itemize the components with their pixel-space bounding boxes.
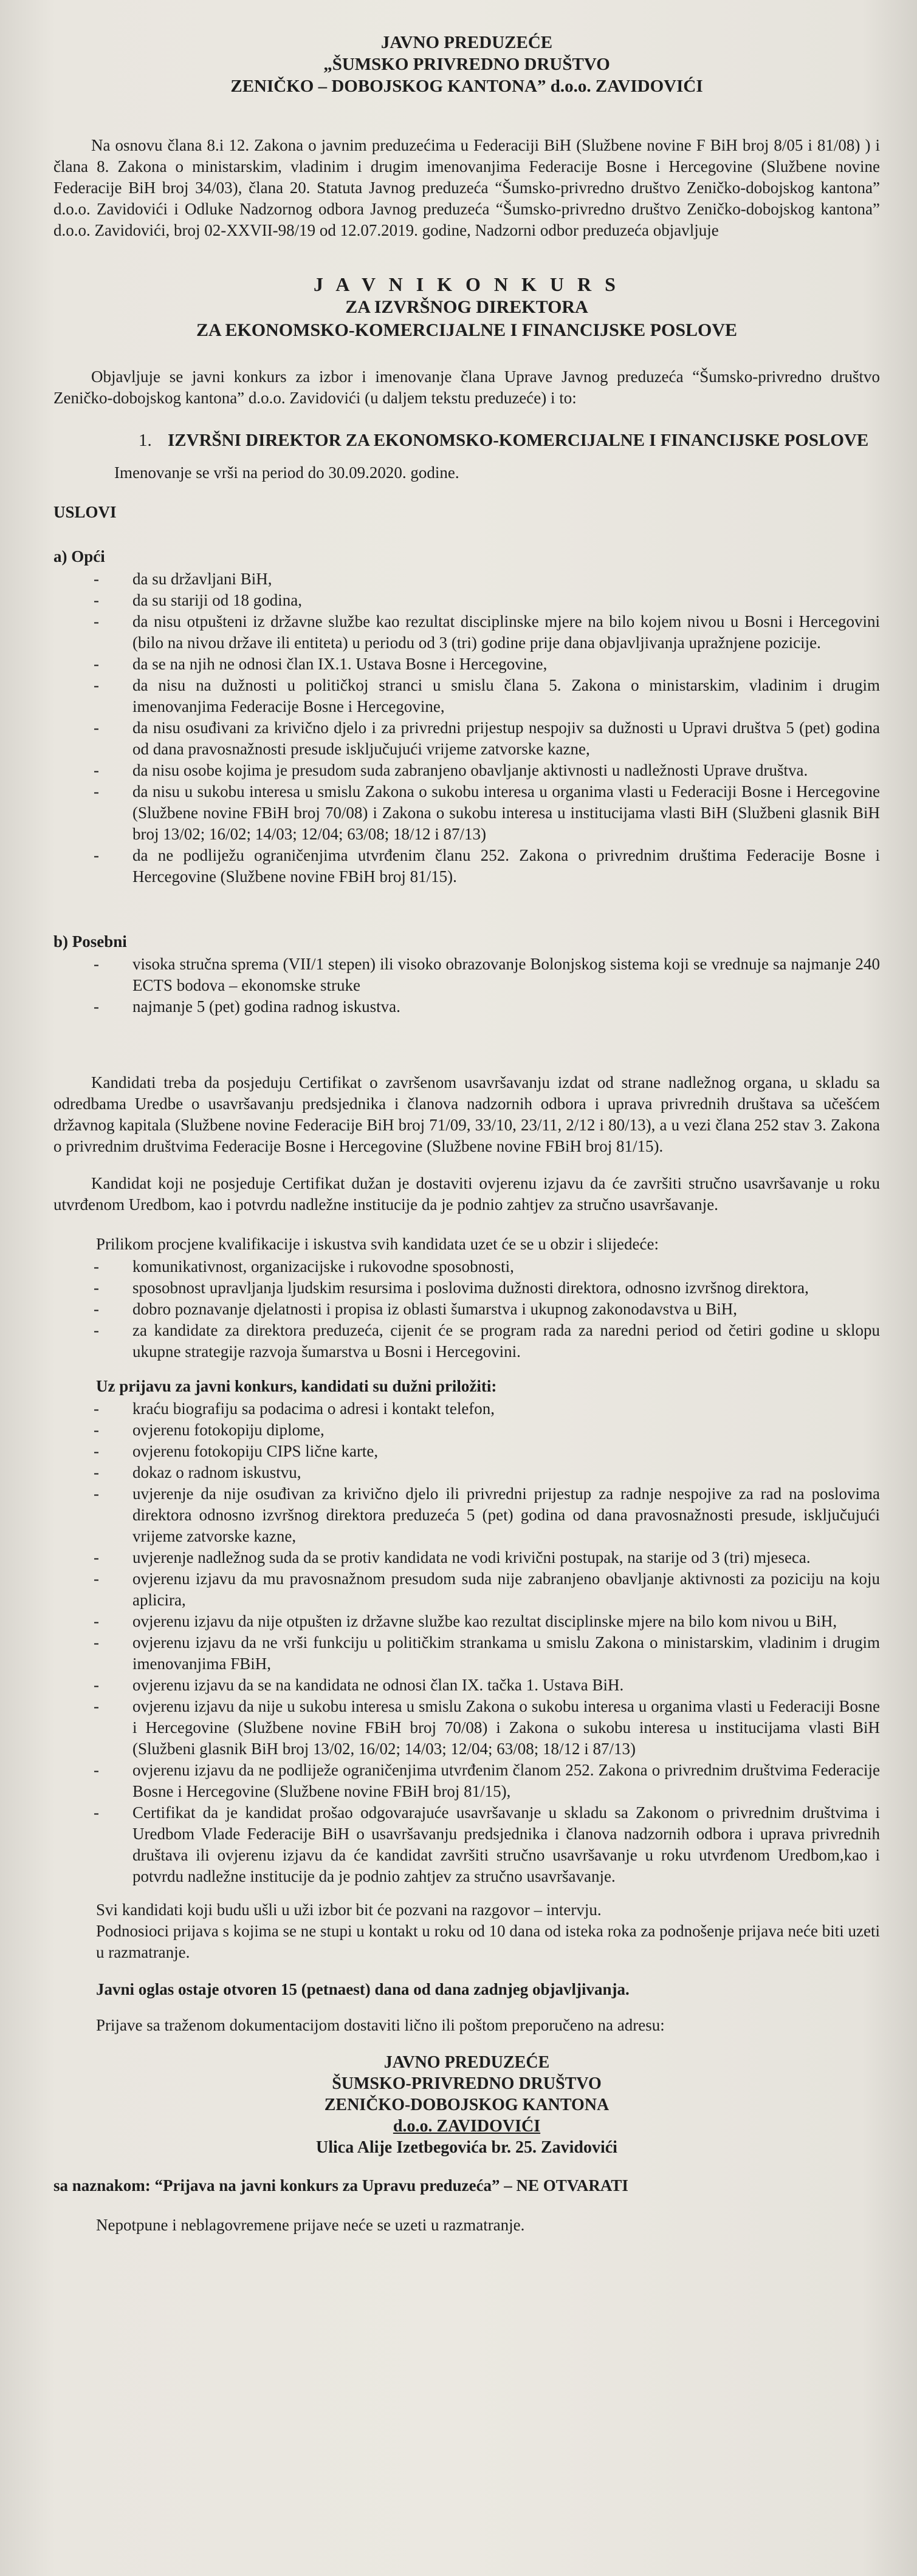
list-item: - da su stariji od 18 godina, xyxy=(132,590,880,611)
list-item: - za kandidate za direktora preduzeća, cijenit će se program rada za naredni period od četiri godine u sklopu ukupne strategije razvoja šumarstva u Bosni i Hercegovini. xyxy=(132,1320,880,1362)
position-number: 1. xyxy=(139,431,152,450)
position-heading xyxy=(53,429,880,451)
certificate-paragraph: Kandidati treba da posjeduju Certifikat o završenom usavršavanju izdat od strane nadležnog organa, u skladu sa odredbama Uredbe o usavršavanju predsjednika i članova nadzornih odbora i uprava privrednih društava sa učešćem državnog kapitala (Službene novine Federacije BiH broj 71/09, 33/10, 23/11, 2/12 i 80/13), a u vezi člana 252 stav 3. Zakona o privrednim društvima Federacije Bosne i Hercegovine (Službene novine FBiH broj 81/15). xyxy=(53,1073,880,1155)
general-conditions-list xyxy=(53,569,880,887)
list-item: - da nisu u sukobu interesa u smislu Zakona o sukobu interesa u organima vlasti u Federaciji Bosne i Hercegovine (Službene novine FBiH broj 70/08) i Zakona o sukobu interesa u institucijama vlasti BiH (Službeni glasnik BiH broj 13/02; 16/02; 14/03; 12/04; 63/08; 18/12 i 87/13) xyxy=(132,781,880,845)
contact-deadline-note: Podnosioci prijava s kojima se ne stupi u kontakt u roku od 10 dana od isteka roka za podnošenje prijava neće biti uzeti u razmatranje. xyxy=(96,1922,880,1961)
publish-paragraph: Objavljuje se javni konkurs za izbor i imenovanje člana Uprave Javnog preduzeća “Šumsko-privredno društvo Zeničko-dobojskog kantona” d.o.o. Zavidovići (u daljem tekstu preduzeće) i to: xyxy=(53,367,880,407)
list-item: - dobro poznavanje djelatnosti i propisa iz oblasti šumarstva i ukupnog zakonodavstva u BiH, xyxy=(132,1299,880,1320)
certificate-alternative-paragraph: Kandidat koji ne posjeduje Certifikat dužan je dostaviti ovjerenu izjavu da će završiti stručno usavršavanje u roku utvrđenom Uredbom, kao i potvrdu nadležne institucije da je podnio zahtjev za stručno usavršavanje. xyxy=(53,1174,880,1214)
open-period-note: Javni oglas ostaje otvoren 15 (petnaest) dana od dana zadnjeg objavljivanja. xyxy=(96,1980,630,1998)
title-line-1: J A V N I K O N K U R S xyxy=(314,273,620,295)
incomplete-applications-note: Nepotpune i neblagovremene prijave neće se uzeti u razmatranje. xyxy=(96,2216,525,2234)
issuer-line-3: ZENIČKO – DOBOJSKOG KANTONA” d.o.o. ZAVIDOVIĆI xyxy=(230,77,703,96)
submission-instructions: Prijave sa traženom dokumentacijom dostaviti lično ili poštom preporučeno na adresu: xyxy=(96,2016,665,2034)
list-item: - visoka stručna sprema (VII/1 stepen) ili visoko obrazovanje Bolonjskog sistema koji se vrednuje sa najmanje 240 ECTS bodova – ekonomske struke xyxy=(132,954,880,996)
envelope-marking: sa naznakom: “Prijava na javni konkurs za Upravu preduzeća” – NE OTVARATI xyxy=(53,2176,628,2195)
evaluation-criteria-list xyxy=(53,1256,880,1362)
list-item: - najmanje 5 (pet) godina radnog iskustva. xyxy=(132,996,880,1017)
list-item: - sposobnost upravljanja ljudskim resursima i poslovima dužnosti direktora, odnosno izvršnog direktora, xyxy=(132,1277,880,1299)
list-item: - ovjerenu fotokopiju diplome, xyxy=(132,1420,880,1441)
list-item: - ovjerenu izjavu da nije u sukobu interesa u smislu Zakona o sukobu interesa u organima vlasti u Federaciji Bosne i Hercegovine (Službene novine FBiH broj 70/08) i Zakona o sukobu interesa u institucijama vlasti BiH (Službeni glasnik BiH broj 13/02, 16/02; 14/03; 12/04; 63/08; 18/12 i 87/13) xyxy=(132,1696,880,1760)
list-item: - uvjerenje da nije osuđivan za krivično djelo ili privredni prijestup za radnje nespojive za rad na poslovima direktora odnosno izvršnog direktora preduzeća 5 (pet) godina od dana pravosnažnosti presude, isključujući vrijeme zatvorske kazne, xyxy=(132,1483,880,1547)
list-item: - ovjerenu izjavu da se na kandidata ne odnosi član IX. tačka 1. Ustava BiH. xyxy=(132,1675,880,1696)
list-item: - da nisu osuđivani za krivično djelo i za privredni prijestup nespojiv sa dužnosti u Upravi društva 5 (pet) godina od dana pravosnažnosti presude isključujući vrijeme zatvorske kazne, xyxy=(132,717,880,760)
list-item: - kraću biografiju sa podacima o adresi i kontakt telefon, xyxy=(132,1398,880,1420)
required-documents-heading: Uz prijavu za javni konkurs, kandidati su dužni priložiti: xyxy=(96,1377,497,1395)
conditions-heading: USLOVI xyxy=(53,503,117,521)
list-item: - ovjerenu izjavu da nije otpušten iz državne službe kao rezultat disciplinske mjere na bilo kom nivou u BiH, xyxy=(132,1611,880,1632)
list-item: - da nisu otpušteni iz državne službe kao rezultat disciplinske mjere na bilo kojem nivou u Bosni i Hercegovini (bilo na nivou države ili entiteta) u periodu od 3 (tri) godine prije dana objavljivanja upražnjene pozicije. xyxy=(132,611,880,654)
mandate-period: Imenovanje se vrši na period do 30.09.2020. godine. xyxy=(114,463,459,482)
list-item: - komunikativnost, organizacijske i rukovodne sposobnosti, xyxy=(132,1256,880,1277)
list-item: - uvjerenje nadležnog suda da se protiv kandidata ne vodi krivični postupak, na starije od 3 (tri) mjeseca. xyxy=(132,1547,880,1568)
list-item: - Certifikat da je kandidat prošao odgovarajuće usavršavanje u skladu sa Zakonom o privrednim društvima i Uredbom Vlade Federacije BiH o usavršavanju predsjednika i članova nadzornih odbora i uprava privrednih društava ili ovjerenu izjavu da će kandidat završiti stručno usavršavanje u roku utvrđenom Uredbom,kao i potvrdu nadležne institucije da je podnio zahtjev za stručno usavršavanje. xyxy=(132,1802,880,1887)
list-item: - dokaz o radnom iskustvu, xyxy=(132,1462,880,1483)
general-conditions-heading: a) Opći xyxy=(53,547,105,565)
interview-note: Svi kandidati koji budu ušli u uži izbor bit će pozvani na razgovor – intervju. xyxy=(96,1901,602,1919)
special-conditions-heading: b) Posebni xyxy=(53,932,127,951)
special-conditions-list xyxy=(53,954,880,1017)
list-item: - da nisu na dužnosti u političkoj stranci u smislu člana 5. Zakona o ministarskim, vladinim i drugim imenovanjima Federacije Bosne i Hercegovine, xyxy=(132,675,880,717)
public-notice xyxy=(53,32,880,2236)
list-item: - da nisu osobe kojima je presudom suda zabranjeno obavljanje aktivnosti u nadležnosti Uprave društva. xyxy=(132,760,880,781)
list-item: - da su državljani BiH, xyxy=(132,569,880,590)
address-line-2: ŠUMSKO-PRIVREDNO DRUŠTVO xyxy=(332,2074,602,2093)
mailing-address xyxy=(53,2052,880,2158)
issuer-header xyxy=(53,32,880,97)
list-item: - da ne podliježu ograničenjima utvrđenim članu 252. Zakona o privrednim društima Federacije Bosne i Hercegovine (Službene novine FBiH broj 81/15). xyxy=(132,845,880,887)
evaluation-criteria-intro: Prilikom procjene kvalifikacije i iskustva svih kandidata uzet će se u obzir i slijedeće: xyxy=(96,1235,659,1253)
title-line-2: ZA IZVRŠNOG DIREKTORA xyxy=(345,297,588,317)
address-line-4: d.o.o. ZAVIDOVIĆI xyxy=(393,2117,541,2136)
address-line-3: ZENIČKO-DOBOJSKOG KANTONA xyxy=(324,2096,610,2114)
list-item: - ovjerenu izjavu da mu pravosnažnom presudom suda nije zabranjeno obavljanje aktivnosti za poziciju na koju aplicira, xyxy=(132,1568,880,1611)
legal-basis-paragraph: Na osnovu člana 8.i 12. Zakona o javnim preduzećima u Federaciji BiH (Službene novine F BiH broj 8/05 i 81/08) ) i člana 8. Zakona o ministarskim, vladinim i drugim imenovanjima Federacije Bosne i Hercegovine (Službene novine Federacije BiH broj 34/03), člana 20. Statuta Javnog preduzeća “Šumsko-privredno društvo Zeničko-dobojskog kantona” d.o.o. Zavidovići i Odluke Nadzornog odbora Javnog preduzeća “Šumsko-privredno društvo Zeničko-dobojskog kantona” d.o.o. Zavidovići, broj 02-XXVII-98/19 od 12.07.2019. godine, Nadzorni odbor preduzeća objavljuje xyxy=(53,136,880,239)
address-line-1: JAVNO PREDUZEĆE xyxy=(383,2053,550,2072)
list-item: - ovjerenu izjavu da ne podliježe ograničenjima utvrđenim članom 252. Zakona o privrednim društvima Federacije Bosne i Hercegovine (Službene novine FBiH broj 81/15), xyxy=(132,1760,880,1802)
list-item: - ovjerenu fotokopiju CIPS lične karte, xyxy=(132,1441,880,1462)
issuer-line-1: JAVNO PREDUZEĆE xyxy=(380,33,553,52)
list-item: - da se na njih ne odnosi član IX.1. Ustava Bosne i Hercegovine, xyxy=(132,654,880,675)
address-line-5: Ulica Alije Izetbegovića br. 25. Zavidovići xyxy=(316,2138,617,2157)
title-line-3: ZA EKONOMSKO-KOMERCIJALNE I FINANCIJSKE POSLOVE xyxy=(196,320,738,340)
issuer-line-2: „ŠUMSKO PRIVREDNO DRUŠTVO xyxy=(323,55,610,74)
notice-title xyxy=(53,273,880,342)
list-item: - ovjerenu izjavu da ne vrši funkciju u političkim strankama u smislu Zakona o ministarskim, vladinim i drugim imenovanjima FBiH, xyxy=(132,1632,880,1675)
required-documents-list xyxy=(53,1398,880,1887)
position-title: IZVRŠNI DIREKTOR ZA EKONOMSKO-KOMERCIJALNE I FINANCIJSKE POSLOVE xyxy=(168,431,869,450)
